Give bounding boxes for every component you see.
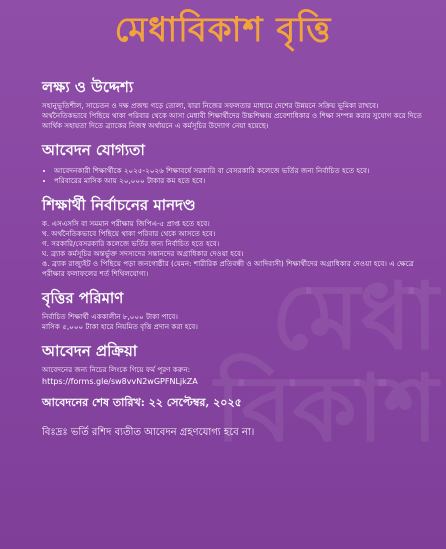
eligibility-item: • আবেদনকারী শিক্ষার্থীকে ২০২৫-২০২৬ শিক্ষাবর্ষে সরকারি বা বেসরকারি কলেজে ভর্তির জন্য নির্বাচিত হতে হবে।: [54, 166, 422, 176]
amount-line: নির্বাচিত শিক্ষার্থী এককালীন ৮,০০০ টাকা পাবে।: [42, 312, 178, 321]
amount-line: মাসিক ৫,০০০ টাকা হারে নিয়মিত বৃত্তি প্রদান করা হবে।: [42, 322, 199, 331]
poster-content: [42, 76, 422, 442]
objective-heading: লক্ষ্য ও উদ্দেশ্য: [42, 78, 134, 96]
eligibility-list: [42, 166, 422, 186]
criteria-section: [42, 194, 422, 279]
criteria-heading: শিক্ষার্থী নির্বাচনের মানদণ্ড: [42, 196, 196, 214]
criteria-item: গ. সরকারি/বেসরকারি কলেজে ভর্তির জন্য নির্বাচিত হতে হবে।: [42, 239, 220, 248]
objective-section: [42, 76, 422, 131]
criteria-item: খ. অর্থনৈতিকভাবে পিছিয়ে থাকা পরিবার থেকে আসতে হবে।: [42, 229, 216, 238]
note-text: বিঃদ্রঃ ভর্তি রশিদ ব্যতীত আবেদন গ্রহণযোগ্য হবে না।: [42, 427, 255, 438]
process-text: আবেদনের জন্য নিচের লিংকে গিয়ে ফর্ম পূরণ করুন:: [42, 365, 191, 374]
eligibility-heading: আবেদন যোগ্যতা: [42, 141, 145, 159]
amount-heading: বৃত্তির পরিমাণ: [42, 289, 124, 307]
process-heading: আবেদন প্রক্রিয়া: [42, 342, 138, 360]
criteria-item: ক. এসএসসি বা সমমান পরীক্ষায় জিপিএ-৫ প্রাপ্ত হতে হবে।: [42, 219, 210, 228]
criteria-item: ঘ. ব্র্যাক কর্মসূচির অন্তর্ভুক্ত সদস্যদের সন্তানদের অগ্রাধিকার দেওয়া হবে।: [42, 249, 244, 258]
amount-section: [42, 287, 422, 332]
objective-text: সহানুভূতিশীল, সাচেতন ও দক্ষ প্রজন্ম গড়ে তোলা, যারা নিজের সফলতার মাধ্যমে দেশের উন্নয়নে সক্রিয় ভূমিকা রাখবে। অর্থনৈতিকভাবে পিছিয়ে থাকা পরিবার থেকে আসা মেধাবী শিক্ষার্থীদের উচ্চশিক্ষায় প্রবেশাধিকার ও শিক্ষা সম্পন্ন করার সুযোগ করে দিতে আর্থিক সহায়তা দিতে ব্র্যাকের নিজস্ব অর্থায়নে এ কর্মসূচির উদ্যোগ নেয়া হয়েছে।: [42, 101, 422, 130]
form-link[interactable]: https://forms.gle/sw8vvN2wGPFNLjkZA: [42, 377, 198, 386]
process-section: [42, 340, 422, 386]
deadline-text: আবেদনের শেষ তারিখ: ২২ সেপ্টেম্বর, ২০২৫: [42, 396, 242, 409]
eligibility-item: • পরিবারের মাসিক আয় ২০,০০০ টাকার কম হতে হবে।: [54, 176, 422, 186]
eligibility-section: [42, 139, 422, 186]
poster-title: মেধাবিকাশ বৃত্তি: [114, 10, 332, 50]
criteria-item: ঙ. ব্র্যাক রাজ্যুইট ও পিছিয়ে পড়া জনগোষ্ঠীর (যেমন: শারীরিক প্রতিবন্ধী ও আদিবাসী) শিক্ষার্থীদের অগ্রাধিকার দেওয়া হবে। এ ক্ষেত্রে পরীক্ষার ফলাফলের শর্ত শিথিলযোগ্য।: [42, 259, 414, 278]
watermark-text: মেধা বিকাশ: [214, 262, 438, 462]
